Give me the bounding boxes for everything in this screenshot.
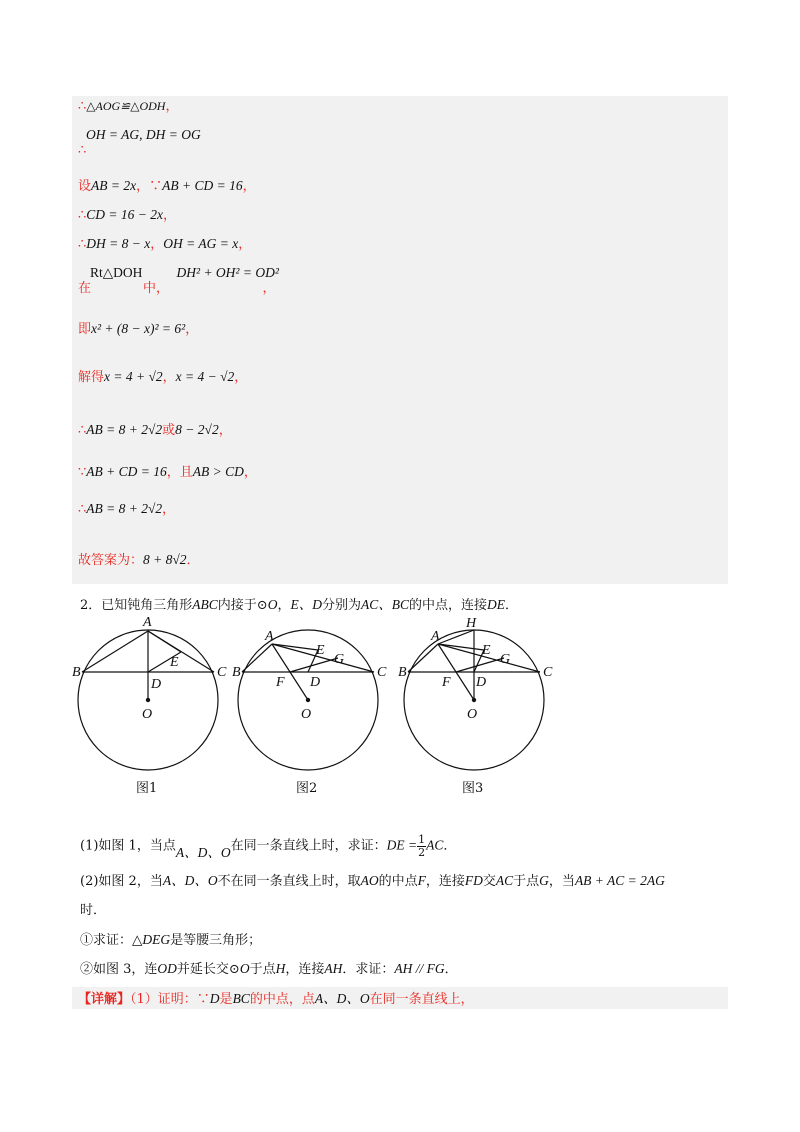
problem-part-2: (2)如图 2，当A、D、O不在同一条直线上时，取AO的中点F，连接FD交AC于点G，当AB + AC = 2AG: [80, 873, 665, 889]
caption-fig2: 图2: [296, 781, 318, 796]
caption-fig3: 图3: [462, 781, 484, 796]
label-g-fig3: G: [500, 652, 511, 667]
problem-sub-2: ②如图 3，连OD并延长交⊙O于点H，连接AH．求证：AH // FG．: [80, 961, 458, 977]
label-d-fig1: D: [151, 677, 162, 692]
label-g-fig2: G: [334, 652, 345, 667]
label-b-fig3: B: [398, 665, 407, 680]
label-a-fig1: A: [143, 615, 152, 630]
label-d-fig2: D: [310, 675, 321, 690]
fraction-one-half: $\frac{1}{2}$: [418, 833, 426, 859]
solution-line-2-sym: ∴: [78, 143, 87, 158]
solution-line-7: 即x² + (8 − x)² = 6²，: [78, 321, 199, 337]
solution-line-6-math: Rt△DOH DH² + OH² = OD²: [90, 265, 279, 280]
solution-line-10: ∵AB + CD = 16，且AB > CD，: [78, 464, 257, 480]
solution-line-4: ∴CD = 16 − 2x，: [78, 207, 177, 223]
solution-line-3: 设AB = 2x，∵AB + CD = 16，: [78, 178, 256, 194]
solution-line-1: ∴△AOG≌△ODH，: [78, 99, 179, 114]
label-o-fig1: O: [142, 707, 153, 722]
label-o-fig2: O: [301, 707, 312, 722]
label-a-fig2: A: [265, 629, 274, 644]
problem-sub-1: ①求证：△DEG是等腰三角形；: [80, 932, 262, 948]
problem-intro: 2．已知钝角三角形ABC内接于⊙O，E、D分别为AC、BC的中点，连接DE．: [80, 597, 519, 613]
solution-line-6: 在 中， ，: [78, 281, 276, 296]
solution-line-5: ∴DH = 8 − x，OH = AG = x，: [78, 236, 252, 252]
label-e-fig3: E: [482, 643, 491, 658]
label-c-fig1: C: [217, 665, 227, 680]
label-e-fig2: E: [316, 643, 325, 658]
solution-line-2: OH = AG, DH = OG: [86, 127, 201, 142]
geometry-figures: [72, 610, 572, 800]
label-f-fig3: F: [442, 675, 451, 690]
label-a-fig3: A: [431, 629, 440, 644]
caption-fig1: 图1: [136, 781, 158, 796]
detail-line: 【详解】（1）证明：∵D是BC的中点，点A、D、O在同一条直线上，: [78, 991, 474, 1007]
solution-line-9: ∴AB = 8 + 2√2或8 − 2√2，: [78, 422, 232, 438]
label-d-fig3: D: [476, 675, 487, 690]
label-o-fig3: O: [467, 707, 478, 722]
label-h-fig3: H: [466, 616, 477, 631]
label-c-fig2: C: [377, 665, 387, 680]
figure-points: [146, 698, 476, 702]
label-f-fig2: F: [276, 675, 285, 690]
solution-line-8: 解得x = 4 + √2，x = 4 − √2，: [78, 369, 248, 385]
label-c-fig3: C: [543, 665, 553, 680]
problem-part-1: (1)如图 1，当点A、D、O在同一条直线上时，求证：DE = $\frac{1}{2}$ AC．: [80, 833, 457, 860]
problem-part-2-end: 时．: [80, 903, 107, 918]
label-b-fig2: B: [232, 665, 241, 680]
solution-line-12: 故答案为：8 + 8√2．: [78, 552, 200, 568]
label-b-fig1: B: [72, 665, 81, 680]
solution-line-11: ∴AB = 8 + 2√2，: [78, 501, 176, 517]
label-e-fig1: E: [170, 655, 179, 670]
